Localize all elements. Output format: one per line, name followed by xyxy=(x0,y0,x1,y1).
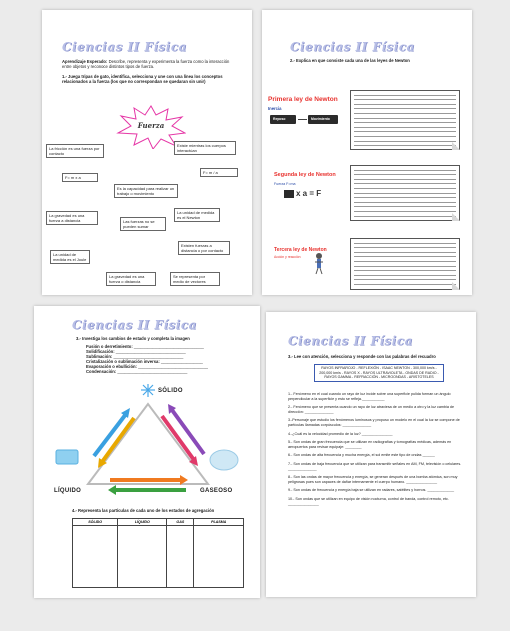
instruction-2: 2.- Explica en que consiste cada una de las leyes de Newton xyxy=(290,58,410,63)
skater-push-icon xyxy=(306,250,332,276)
page-title: Ciencias II Física xyxy=(290,40,415,54)
table-cell xyxy=(167,526,194,588)
page-title: Ciencias II Física xyxy=(62,40,187,54)
answer-lines-law-2 xyxy=(350,165,460,221)
worksheet-page-3 xyxy=(34,306,260,598)
arrow-icon xyxy=(298,119,307,120)
third-law-subtitle: Acción y reacción xyxy=(274,255,301,259)
third-law-title: Tercera ley de Newton xyxy=(274,247,327,253)
concept-box: La gravedad es una fuerza o distancia xyxy=(106,272,156,286)
liquid-label: LÍQUIDO xyxy=(54,488,82,494)
first-law-title: Primera ley de Newton xyxy=(268,96,338,103)
motion-label: Movimiento xyxy=(311,117,330,121)
rest-cart-icon xyxy=(270,115,296,124)
question-item: 3.-Personaje que estudio los fenómenos luminosos y propuso un modelo en el cual la luz se compone de partículas llamadas corpúsculos: ______________ xyxy=(288,418,460,427)
concept-box: Existe mientras los cuerpos interactúan xyxy=(174,141,236,155)
center-word: Fuerza xyxy=(137,121,165,130)
list-item: Fusión o derretimiento: ______________________________ xyxy=(86,344,204,349)
concept-box: Es la capacidad para realizar un trabajo o movimiento xyxy=(114,184,178,198)
list-item: Solidificación: ______________________________ xyxy=(86,349,186,354)
question-item: 5.- Son ondas de gran frecuencia que se utilizan en radiografías y tomografías médicas, además en aeropuertos para revisar equipaje: ________ xyxy=(288,440,452,449)
table-header: LÍQUIDO xyxy=(118,519,167,526)
question-list xyxy=(288,392,468,510)
motion-cart-icon xyxy=(308,115,338,124)
answer-lines-law-1 xyxy=(350,90,460,150)
worksheet-page-1 xyxy=(42,10,252,295)
table-header: SÓLIDO xyxy=(73,519,118,526)
table-cell xyxy=(194,526,244,588)
rest-label: Reposo xyxy=(273,117,286,121)
question-item: 4.-¿Cuál es la velocidad promedio de la luz? _______________ xyxy=(288,431,393,436)
list-item: Evaporación o ebullición: ______________________________ xyxy=(86,364,208,369)
second-law-title: Segunda ley de Newton xyxy=(274,172,336,178)
instruction-1: 1.- Juega tripas de gato, identifica, selecciona y une con una línea los conceptos relacionados a la fuerza (los que no correspondan se quedaran sin unir) xyxy=(62,74,223,85)
instruction-3: 3.- Investiga los cambios de estado y completa la imagen xyxy=(76,336,190,341)
state-change-list xyxy=(86,344,256,374)
table-cell xyxy=(73,526,118,588)
table-cell xyxy=(118,526,167,588)
learning-objective-label: Aprendizaje Esperado: xyxy=(62,59,108,64)
second-law-formula: x a = F xyxy=(296,189,322,198)
table-header: PLASMA xyxy=(194,519,244,526)
solid-label: SÓLIDO xyxy=(158,388,183,394)
learning-objective xyxy=(62,59,240,69)
particles-table xyxy=(72,518,244,588)
answer-lines-law-3 xyxy=(350,238,460,290)
page-title: Ciencias II Física xyxy=(72,318,197,332)
learning-objective-text: Describe, representa y experimenta la fuerza como la interacción entre objetos y reconoce distintos tipos de fuerza. xyxy=(62,59,230,70)
question-item: 2.- Fenómeno que se presenta cuando un rayo de luz atraviesa de un medio a otro y la luz cambia de dirección: ______________ xyxy=(288,405,455,414)
concept-box: Se representa por medio de vectores xyxy=(170,272,220,286)
question-item: 1.- Fenómeno en el cual cuando un rayo de luz incide sobre una superficie pulida forman un ángulo perpendicular a la superficie y esto se refleja.___________ xyxy=(288,392,451,401)
list-item: Sublimación: ______________________________ xyxy=(86,354,184,359)
list-item: Condensación: ______________________________ xyxy=(86,369,188,374)
worksheet-page-4 xyxy=(266,312,476,597)
second-law-subtitle: Fuerza F=ma xyxy=(274,182,296,186)
concept-box: Las fuerzas no se pueden sumar xyxy=(120,217,166,231)
gas-label: GASEOSO xyxy=(200,488,233,494)
table-header: GAS xyxy=(167,519,194,526)
concept-box: La unidad de medida es el Newton xyxy=(174,208,220,222)
worksheet-page-2 xyxy=(262,10,472,295)
question-item: 7.- Son ondas de baja frecuencia que se utilizan para transmitir señales en AM, FM, televisión o celulares. ______________ xyxy=(288,461,462,471)
mass-block-icon xyxy=(284,190,294,198)
states-triangle-diagram xyxy=(48,384,248,504)
page-title: Ciencias II Física xyxy=(288,334,413,348)
instruction-5: 3.- Lee con atención, selecciona y responde con las palabras del recuadro xyxy=(288,354,436,359)
concept-box: La gravedad es una fuerza a distancia xyxy=(46,211,98,225)
concept-box: F= m x a xyxy=(62,173,98,182)
concept-box: La fricción es una fuerza por contacto xyxy=(46,144,104,158)
question-item: 6.- Son ondas de alta frecuencia y mucha energía, el sol emite este tipo de ondas ______ xyxy=(288,453,435,458)
instruction-4: 4.- Representa las partículas de cada uno de los estados de agregación xyxy=(72,508,215,513)
word-bank-box: RAYOS INFRAROJO - REFLEXIÓN - ISAAC NEWTON - 300,000 km/s - 200,000 km/s - RAYOS X - RAYOS ULTRAVIOLETA - ONDAS DE RADIO - RAYOS GAMMA - REFRACCIÓN - MICROONDAS - ARISTOTELES xyxy=(314,364,444,382)
question-item: 8.- Son las ondas de mayor frecuencia y energía, se generan después de una bomba atómica, son muy peligrosas pues son capaces de dañar internamente el cuerpo humano. _______________ xyxy=(288,475,458,484)
question-item: 10.- Son ondas que se utilizan en equipo de visión nocturna, control de banda, control remoto, etc. _______________ xyxy=(288,496,449,506)
concept-box: Existen fuerzas a distancia o por contacto xyxy=(178,241,230,255)
first-law-subtitle: Inercia xyxy=(268,106,282,111)
list-item: Cristalización o sublimación inversa: __________________ xyxy=(86,359,203,364)
question-item: 9.- Son ondas de frecuencia y energía baja se utilizan en radares, satélites y hornos. _____________ xyxy=(288,488,455,493)
concept-box: F= m / a xyxy=(200,168,238,177)
concept-box: La unidad de medida es el Joule xyxy=(50,250,90,264)
